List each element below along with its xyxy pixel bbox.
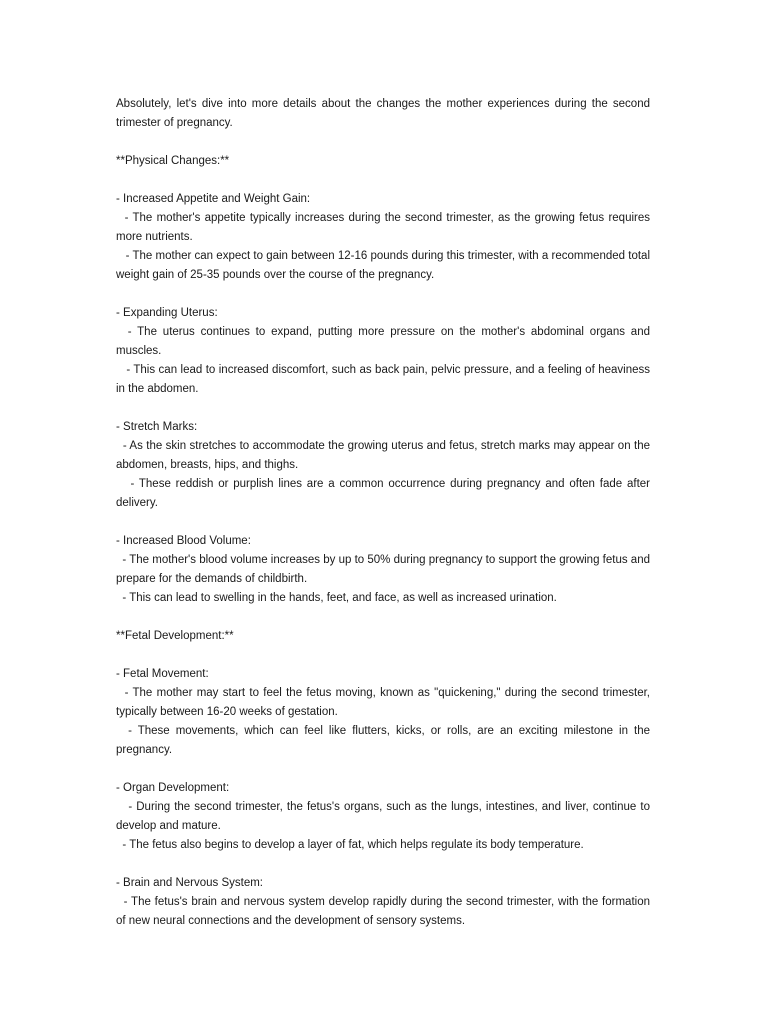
physical-changes-heading: **Physical Changes:** (116, 155, 230, 167)
brain-nervous-title: - Brain and Nervous System: (116, 877, 264, 889)
blood-volume-bullet-2: - This can lead to swelling in the hands, feet, and face, as well as increased urination. (116, 592, 557, 604)
blood-volume-title: - Increased Blood Volume: (116, 535, 251, 547)
organ-development-title: - Organ Development: (116, 782, 230, 794)
blood-volume-bullet-1: - The mother's blood volume increases by up to 50% during pregnancy to support the growing fetus and prepare for the demands of childbirth. (116, 554, 654, 585)
brain-nervous-bullet-1: - The fetus's brain and nervous system develop rapidly during the second trimester, with the formation of new neural connections and the development of sensory systems. (116, 896, 654, 927)
appetite-bullet-1: - The mother's appetite typically increases during the second trimester, as the growing fetus requires more nutrients. (116, 212, 654, 243)
fetal-movement-bullet-2: - These movements, which can feel like flutters, kicks, or rolls, are an exciting milestone in the pregnancy. (116, 725, 654, 756)
appetite-bullet-2: - The mother can expect to gain between 12-16 pounds during this trimester, with a recommended total weight gain of 25-35 pounds over the course of the pregnancy. (116, 250, 654, 281)
uterus-bullet-2: - This can lead to increased discomfort, such as back pain, pelvic pressure, and a feeling of heaviness in the abdomen. (116, 364, 654, 395)
fetal-development-heading: **Fetal Development:** (116, 630, 234, 642)
document-page (116, 95, 654, 931)
organ-development-bullet-1: - During the second trimester, the fetus's organs, such as the lungs, intestines, and liver, continue to develop and mature. (116, 801, 654, 832)
uterus-bullet-1: - The uterus continues to expand, putting more pressure on the mother's abdominal organs and muscles. (116, 326, 654, 357)
intro-paragraph: Absolutely, let's dive into more details about the changes the mother experiences during the second trimester of pregnancy. (116, 98, 654, 129)
organ-development-bullet-2: - The fetus also begins to develop a layer of fat, which helps regulate its body temperature. (116, 839, 584, 851)
fetal-movement-title: - Fetal Movement: (116, 668, 209, 680)
appetite-title: - Increased Appetite and Weight Gain: (116, 193, 311, 205)
stretch-marks-title: - Stretch Marks: (116, 421, 198, 433)
uterus-title: - Expanding Uterus: (116, 307, 218, 319)
stretch-marks-bullet-1: - As the skin stretches to accommodate the growing uterus and fetus, stretch marks may appear on the abdomen, breasts, hips, and thighs. (116, 440, 654, 471)
fetal-movement-bullet-1: - The mother may start to feel the fetus moving, known as "quickening," during the second trimester, typically between 16-20 weeks of gestation. (116, 687, 654, 718)
stretch-marks-bullet-2: - These reddish or purplish lines are a common occurrence during pregnancy and often fade after delivery. (116, 478, 654, 509)
